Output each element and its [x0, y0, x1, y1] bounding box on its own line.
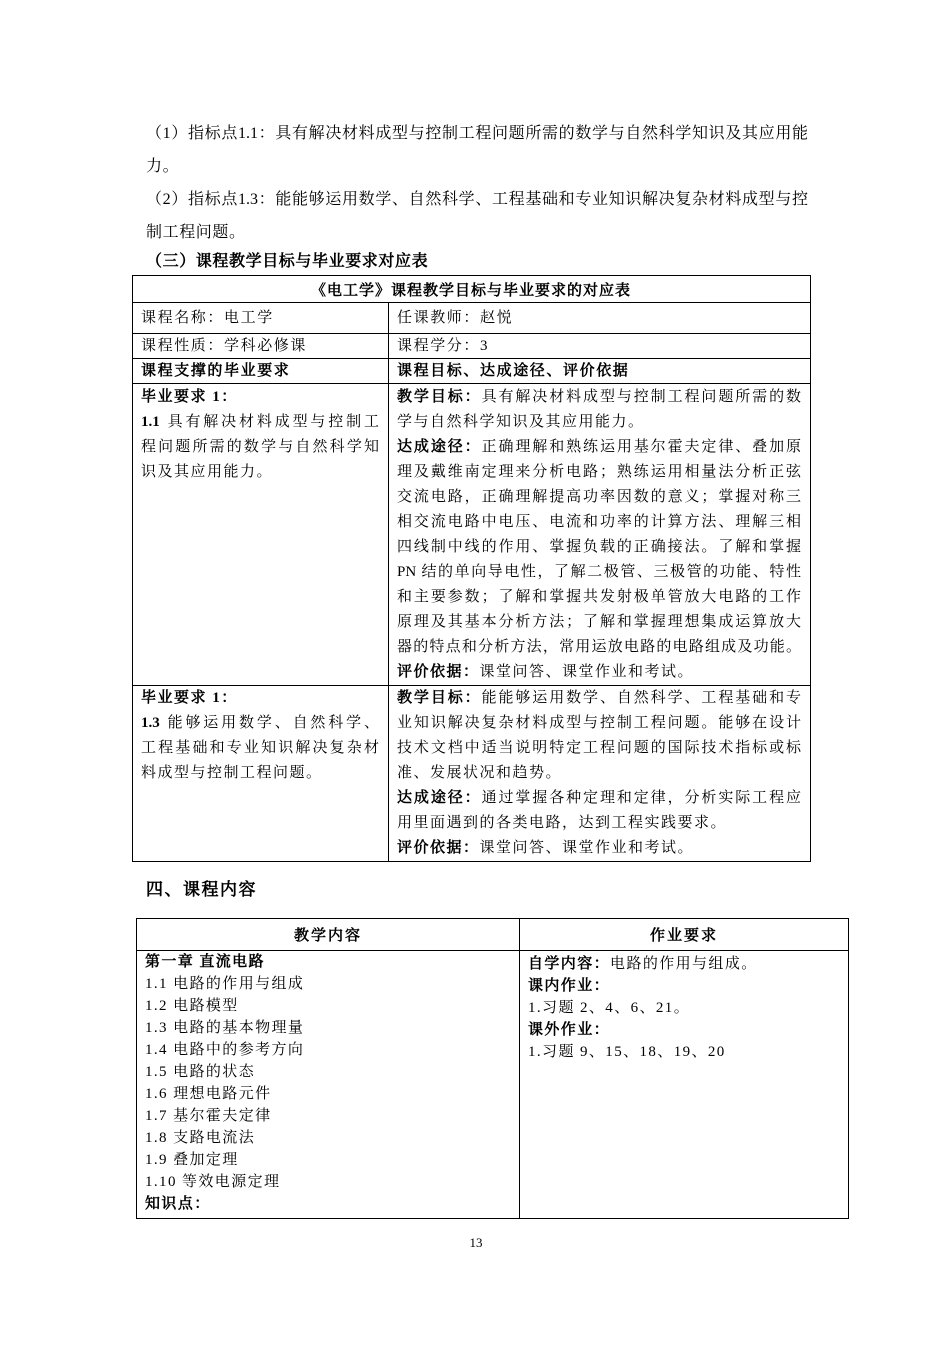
evaluation-text: 课堂问答、课堂作业和考试。 [479, 664, 695, 680]
after-class-text: 1.习题 9、15、18、19、20 [528, 1044, 726, 1060]
approach-text: 原理及其基本分析方法；了解和掌握理想集成运算放大 [397, 614, 802, 630]
evaluation-label: 评价依据： [397, 840, 480, 856]
objective-text: 技术文档中适当说明特定工程问题的国际技术指标或标 [397, 740, 802, 756]
section-item: 1.5 电路的状态 [145, 1064, 256, 1080]
section-heading-3: （三）课程教学目标与毕业要求对应表 [146, 253, 429, 270]
requirement-cell [133, 686, 389, 862]
approach-label: 达成途径： [397, 439, 482, 455]
requirement-label: 毕业要求 1： [141, 690, 238, 706]
requirement-text: 具有解决材料成型与控制工 [164, 414, 379, 430]
section-item: 1.8 支路电流法 [145, 1130, 256, 1146]
requirement-line [141, 711, 379, 736]
requirement-label: 毕业要求 1： [141, 389, 238, 405]
requirement-line [141, 410, 379, 435]
objective-line [397, 686, 801, 711]
section-item: 1.6 理想电路元件 [145, 1086, 272, 1102]
objective-text: 具有解决材料成型与控制工程问题所需的数 [481, 389, 801, 405]
requirement-cell [133, 384, 389, 686]
column-header-homework: 作业要求 [520, 919, 849, 951]
table-header-row [137, 919, 849, 951]
section-item: 1.2 电路模型 [145, 998, 239, 1014]
evaluation-text: 课堂问答、课堂作业和考试。 [479, 840, 695, 856]
section-item: 1.1 电路的作用与组成 [145, 976, 305, 992]
indicator-number: 1.1 [141, 414, 160, 430]
table-header-row [133, 359, 811, 384]
in-class-text: 1.习题 2、4、6、21。 [528, 1000, 691, 1016]
section-heading-4: 四、课程内容 [146, 880, 257, 899]
content-cell [137, 951, 520, 1219]
self-study-label: 自学内容： [528, 956, 611, 972]
goals-cell [389, 384, 811, 686]
requirement-text: 料成型与控制工程问题。 [141, 765, 323, 781]
table-row [133, 384, 811, 686]
approach-line [397, 435, 801, 460]
requirement-text: 能够运用数学、自然科学、 [164, 715, 379, 731]
approach-text: 相交流电路中电压、电流和功率的计算方法、理解三相 [397, 514, 802, 530]
self-study-line [528, 953, 840, 975]
page-number: 13 [469, 1235, 483, 1250]
approach-text: 器的特点和分析方法，常用运放电路的电路组成及功能。 [397, 639, 802, 655]
evaluation-line [397, 660, 801, 685]
course-nature: 课程性质：学科必修课 [133, 334, 389, 359]
requirement-text: 识及其应用能力。 [141, 464, 274, 480]
approach-label: 达成途径： [397, 790, 482, 806]
objective-text: 准、发展状况和趋势。 [397, 765, 563, 781]
section-item: 1.7 基尔霍夫定律 [145, 1108, 272, 1124]
approach-text: 正确理解和熟练运用基尔霍夫定律、叠加原 [481, 439, 801, 455]
indicator-number: 1.3 [141, 715, 160, 731]
knowledge-points-label: 知识点： [145, 1196, 211, 1212]
approach-text: 理及戴维南定理来分析电路；熟练运用相量法分析正弦 [397, 464, 802, 480]
column-header-content: 教学内容 [137, 919, 520, 951]
in-class-label: 课内作业： [528, 978, 611, 994]
paragraph-line: 制工程问题。 [146, 224, 246, 241]
table-row [133, 303, 811, 334]
objective-text: 学与自然科学知识及其应用能力。 [397, 414, 645, 430]
requirement-text: 程问题所需的数学与自然科学知 [141, 439, 379, 455]
homework-cell [520, 951, 849, 1219]
objective-text: 业知识解决复杂材料成型与控制工程问题。能够在设计 [397, 715, 802, 731]
chapter-title: 第一章 直流电路 [145, 954, 265, 970]
evaluation-label: 评价依据： [397, 664, 480, 680]
approach-text: 用里面遇到的各类电路，达到工程实践要求。 [397, 815, 728, 831]
indicator-paragraph-1 [146, 117, 808, 183]
table-row [133, 334, 811, 359]
column-header-requirement: 课程支撑的毕业要求 [133, 359, 389, 384]
approach-text: PN 结的单向导电性，了解二极管、三极管的功能、特性 [397, 564, 802, 580]
section-item: 1.3 电路的基本物理量 [145, 1020, 305, 1036]
course-teacher: 任课教师：赵悦 [389, 303, 811, 334]
table-row [137, 951, 849, 1219]
goals-cell [389, 686, 811, 862]
approach-text: 交流电路，正确理解提高功率因数的意义；掌握对称三 [397, 489, 802, 505]
column-header-goals: 课程目标、达成途径、评价依据 [389, 359, 811, 384]
requirement-text: 工程基础和专业知识解决复杂材 [141, 740, 379, 756]
objective-label: 教学目标： [397, 690, 482, 706]
intro-text [146, 117, 808, 249]
self-study-text: 电路的作用与组成。 [610, 956, 758, 972]
objective-text: 能能够运用数学、自然科学、工程基础和专 [481, 690, 801, 706]
section-item: 1.9 叠加定理 [145, 1152, 239, 1168]
indicator-paragraph-2 [146, 183, 808, 249]
approach-line [397, 786, 801, 811]
objectives-table [132, 275, 811, 862]
paragraph-line: （2）指标点1.3：能能够运用数学、自然科学、工程基础和专业知识解决复杂材料成型与控 [146, 191, 808, 208]
approach-text: 通过掌握各种定理和定律，分析实际工程应 [481, 790, 801, 806]
course-content-table [136, 918, 849, 1219]
paragraph-line: 力。 [146, 158, 180, 175]
section-item: 1.10 等效电源定理 [145, 1174, 281, 1190]
course-credits: 课程学分：3 [389, 334, 811, 359]
paragraph-line: （1）指标点1.1：具有解决材料成型与控制工程问题所需的数学与自然科学知识及其应用能 [146, 125, 808, 142]
section-item: 1.4 电路中的参考方向 [145, 1042, 305, 1058]
objective-line [397, 385, 801, 410]
course-name: 课程名称：电工学 [133, 303, 389, 334]
approach-text: 四线制中线的作用、掌握负载的正确接法。了解和掌握 [397, 539, 802, 555]
table-title: 《电工学》课程教学目标与毕业要求的对应表 [133, 276, 811, 303]
after-class-label: 课外作业： [528, 1022, 611, 1038]
objective-label: 教学目标： [397, 389, 482, 405]
table-row [133, 686, 811, 862]
table-title-row [133, 276, 811, 303]
approach-text: 和主要参数；了解和掌握共发射极单管放大电路的工作 [397, 589, 802, 605]
evaluation-line [397, 836, 801, 861]
